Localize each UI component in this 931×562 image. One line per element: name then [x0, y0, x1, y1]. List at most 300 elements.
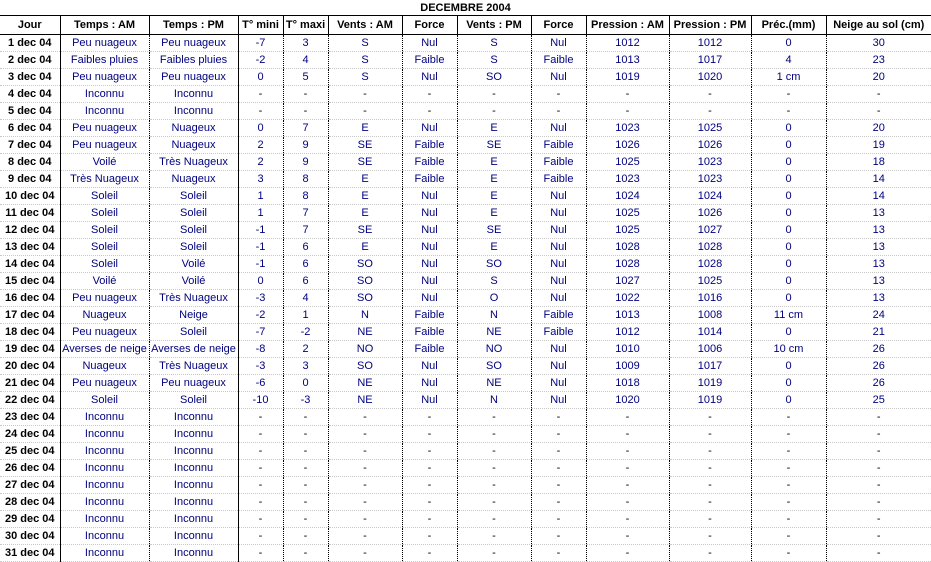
temp-min-cell: 2 — [238, 154, 283, 171]
pressure-pm-cell: 1006 — [669, 341, 751, 358]
wind-force-am-cell: Faible — [402, 52, 457, 69]
temp-max-cell: - — [283, 545, 328, 562]
wind-force-am-cell: - — [402, 545, 457, 562]
table-row — [0, 511, 931, 528]
temp-min-cell: - — [238, 409, 283, 426]
weather-am-cell: Peu nuageux — [60, 35, 149, 52]
wind-force-pm-cell: Nul — [531, 188, 586, 205]
precipitation-cell: - — [751, 511, 826, 528]
wind-am-cell: - — [328, 426, 402, 443]
temp-max-cell: 1 — [283, 307, 328, 324]
temp-min-cell: 1 — [238, 188, 283, 205]
weather-am-cell: Soleil — [60, 239, 149, 256]
temp-max-cell: - — [283, 511, 328, 528]
wind-am-cell: - — [328, 409, 402, 426]
pressure-pm-cell: 1008 — [669, 307, 751, 324]
precipitation-cell: 0 — [751, 273, 826, 290]
pressure-pm-cell: 1024 — [669, 188, 751, 205]
weather-pm-cell: Soleil — [149, 205, 238, 222]
pressure-pm-cell: - — [669, 511, 751, 528]
precipitation-cell: - — [751, 545, 826, 562]
wind-am-cell: - — [328, 443, 402, 460]
wind-force-pm-cell: - — [531, 426, 586, 443]
precipitation-cell: 0 — [751, 154, 826, 171]
weather-am-cell: Peu nuageux — [60, 375, 149, 392]
day-cell: 29 dec 04 — [0, 511, 60, 528]
wind-force-am-cell: Faible — [402, 171, 457, 188]
wind-force-pm-cell: - — [531, 528, 586, 545]
snow-depth-cell: - — [826, 545, 931, 562]
day-cell: 14 dec 04 — [0, 256, 60, 273]
snow-depth-cell: 30 — [826, 35, 931, 52]
wind-force-pm-cell: Nul — [531, 120, 586, 137]
wind-force-am-cell: Faible — [402, 324, 457, 341]
precipitation-cell: - — [751, 460, 826, 477]
pressure-am-cell: 1025 — [586, 222, 669, 239]
temp-max-cell: 7 — [283, 205, 328, 222]
wind-am-cell: - — [328, 511, 402, 528]
weather-pm-cell: Nuageux — [149, 137, 238, 154]
precipitation-cell: 0 — [751, 358, 826, 375]
snow-depth-cell: 13 — [826, 273, 931, 290]
day-cell: 10 dec 04 — [0, 188, 60, 205]
wind-force-am-cell: - — [402, 86, 457, 103]
temp-min-cell: - — [238, 477, 283, 494]
weather-pm-cell: Soleil — [149, 222, 238, 239]
weather-am-cell: Inconnu — [60, 86, 149, 103]
temp-max-cell: 3 — [283, 358, 328, 375]
temp-min-cell: - — [238, 511, 283, 528]
pressure-pm-cell: 1026 — [669, 137, 751, 154]
wind-pm-cell: - — [457, 511, 531, 528]
wind-force-pm-cell: Faible — [531, 307, 586, 324]
snow-depth-cell: - — [826, 494, 931, 511]
wind-am-cell: N — [328, 307, 402, 324]
wind-force-pm-cell: Nul — [531, 256, 586, 273]
pressure-pm-cell: 1028 — [669, 256, 751, 273]
snow-depth-cell: - — [826, 477, 931, 494]
temp-min-cell: -6 — [238, 375, 283, 392]
wind-force-am-cell: Nul — [402, 188, 457, 205]
wind-pm-cell: - — [457, 103, 531, 120]
weather-pm-cell: Nuageux — [149, 171, 238, 188]
wind-force-pm-cell: - — [531, 86, 586, 103]
temp-min-cell: -10 — [238, 392, 283, 409]
wind-am-cell: - — [328, 103, 402, 120]
snow-depth-cell: 13 — [826, 205, 931, 222]
pressure-pm-cell: - — [669, 494, 751, 511]
temp-min-cell: -8 — [238, 341, 283, 358]
pressure-am-cell: 1023 — [586, 120, 669, 137]
wind-am-cell: SE — [328, 154, 402, 171]
table-row — [0, 273, 931, 290]
temp-max-cell: 6 — [283, 239, 328, 256]
pressure-pm-cell: 1028 — [669, 239, 751, 256]
wind-am-cell: E — [328, 239, 402, 256]
wind-force-pm-cell: Nul — [531, 392, 586, 409]
temp-max-cell: -3 — [283, 392, 328, 409]
weather-am-cell: Inconnu — [60, 494, 149, 511]
weather-pm-cell: Inconnu — [149, 460, 238, 477]
table-row — [0, 86, 931, 103]
wind-am-cell: SO — [328, 256, 402, 273]
pressure-pm-cell: 1027 — [669, 222, 751, 239]
pressure-am-cell: 1012 — [586, 35, 669, 52]
table-row — [0, 545, 931, 562]
temp-min-cell: -3 — [238, 290, 283, 307]
wind-force-pm-cell: - — [531, 409, 586, 426]
temp-min-cell: - — [238, 103, 283, 120]
wind-force-am-cell: Nul — [402, 256, 457, 273]
day-cell: 1 dec 04 — [0, 35, 60, 52]
snow-depth-cell: 13 — [826, 290, 931, 307]
precipitation-cell: - — [751, 103, 826, 120]
precipitation-cell: - — [751, 86, 826, 103]
weather-pm-cell: Peu nuageux — [149, 35, 238, 52]
col-header-pression-am: Pression : AM — [586, 16, 669, 35]
wind-am-cell: NE — [328, 392, 402, 409]
snow-depth-cell: 14 — [826, 188, 931, 205]
col-header-t-maxi: T° maxi — [283, 16, 328, 35]
precipitation-cell: 0 — [751, 222, 826, 239]
weather-pm-cell: Voilé — [149, 273, 238, 290]
col-header-vents-am: Vents : AM — [328, 16, 402, 35]
pressure-pm-cell: 1020 — [669, 69, 751, 86]
temp-min-cell: -2 — [238, 52, 283, 69]
weather-pm-cell: Très Nuageux — [149, 154, 238, 171]
wind-am-cell: E — [328, 188, 402, 205]
precipitation-cell: 0 — [751, 256, 826, 273]
pressure-am-cell: - — [586, 409, 669, 426]
table-row — [0, 290, 931, 307]
pressure-pm-cell: 1019 — [669, 392, 751, 409]
wind-force-pm-cell: Faible — [531, 154, 586, 171]
weather-pm-cell: Averses de neige — [149, 341, 238, 358]
table-row — [0, 35, 931, 52]
weather-pm-cell: Soleil — [149, 392, 238, 409]
weather-am-cell: Très Nuageux — [60, 171, 149, 188]
weather-pm-cell: Inconnu — [149, 86, 238, 103]
snow-depth-cell: 24 — [826, 307, 931, 324]
pressure-pm-cell: 1017 — [669, 358, 751, 375]
precipitation-cell: 0 — [751, 290, 826, 307]
table-row — [0, 307, 931, 324]
precipitation-cell: 10 cm — [751, 341, 826, 358]
weather-pm-cell: Neige — [149, 307, 238, 324]
wind-pm-cell: - — [457, 477, 531, 494]
pressure-am-cell: 1024 — [586, 188, 669, 205]
day-cell: 19 dec 04 — [0, 341, 60, 358]
wind-force-am-cell: Faible — [402, 341, 457, 358]
wind-pm-cell: E — [457, 171, 531, 188]
wind-force-am-cell: Nul — [402, 290, 457, 307]
pressure-am-cell: - — [586, 494, 669, 511]
wind-am-cell: SO — [328, 290, 402, 307]
temp-max-cell: - — [283, 494, 328, 511]
table-row — [0, 375, 931, 392]
temp-max-cell: - — [283, 103, 328, 120]
wind-pm-cell: - — [457, 443, 531, 460]
wind-force-am-cell: - — [402, 443, 457, 460]
temp-max-cell: 2 — [283, 341, 328, 358]
wind-pm-cell: - — [457, 409, 531, 426]
table-row — [0, 443, 931, 460]
snow-depth-cell: 20 — [826, 120, 931, 137]
weather-am-cell: Voilé — [60, 154, 149, 171]
col-header-jour: Jour — [0, 16, 60, 35]
temp-min-cell: - — [238, 545, 283, 562]
weather-pm-cell: Inconnu — [149, 443, 238, 460]
table-row — [0, 460, 931, 477]
wind-force-am-cell: - — [402, 477, 457, 494]
wind-force-pm-cell: - — [531, 494, 586, 511]
wind-pm-cell: SE — [457, 222, 531, 239]
wind-force-pm-cell: - — [531, 460, 586, 477]
weather-am-cell: Inconnu — [60, 409, 149, 426]
col-header-force-am: Force — [402, 16, 457, 35]
temp-max-cell: 4 — [283, 52, 328, 69]
wind-force-pm-cell: Faible — [531, 52, 586, 69]
snow-depth-cell: - — [826, 443, 931, 460]
day-cell: 2 dec 04 — [0, 52, 60, 69]
temp-min-cell: 1 — [238, 205, 283, 222]
snow-depth-cell: 26 — [826, 358, 931, 375]
temp-min-cell: 3 — [238, 171, 283, 188]
pressure-am-cell: 1026 — [586, 137, 669, 154]
wind-force-pm-cell: Nul — [531, 273, 586, 290]
temp-min-cell: 2 — [238, 137, 283, 154]
snow-depth-cell: - — [826, 86, 931, 103]
snow-depth-cell: 13 — [826, 239, 931, 256]
weather-am-cell: Peu nuageux — [60, 290, 149, 307]
col-header-temps-am: Temps : AM — [60, 16, 149, 35]
wind-force-pm-cell: Nul — [531, 205, 586, 222]
wind-am-cell: - — [328, 86, 402, 103]
wind-force-am-cell: Faible — [402, 137, 457, 154]
temp-min-cell: - — [238, 494, 283, 511]
table-row — [0, 477, 931, 494]
wind-pm-cell: N — [457, 307, 531, 324]
wind-am-cell: SE — [328, 137, 402, 154]
table-body — [0, 35, 931, 562]
weather-pm-cell: Peu nuageux — [149, 375, 238, 392]
pressure-pm-cell: - — [669, 409, 751, 426]
header-row — [0, 16, 931, 35]
day-cell: 23 dec 04 — [0, 409, 60, 426]
wind-force-pm-cell: Faible — [531, 171, 586, 188]
snow-depth-cell: 19 — [826, 137, 931, 154]
pressure-am-cell: 1013 — [586, 307, 669, 324]
temp-min-cell: - — [238, 86, 283, 103]
wind-am-cell: S — [328, 69, 402, 86]
temp-min-cell: - — [238, 460, 283, 477]
weather-am-cell: Inconnu — [60, 545, 149, 562]
wind-force-pm-cell: Nul — [531, 341, 586, 358]
pressure-am-cell: 1018 — [586, 375, 669, 392]
table-row — [0, 324, 931, 341]
wind-force-pm-cell: - — [531, 477, 586, 494]
day-cell: 12 dec 04 — [0, 222, 60, 239]
temp-max-cell: - — [283, 409, 328, 426]
wind-pm-cell: - — [457, 494, 531, 511]
wind-force-am-cell: - — [402, 103, 457, 120]
wind-force-am-cell: Faible — [402, 307, 457, 324]
pressure-pm-cell: - — [669, 86, 751, 103]
precipitation-cell: 0 — [751, 205, 826, 222]
temp-max-cell: - — [283, 443, 328, 460]
table-row — [0, 426, 931, 443]
pressure-am-cell: 1019 — [586, 69, 669, 86]
pressure-pm-cell: - — [669, 443, 751, 460]
precipitation-cell: 0 — [751, 239, 826, 256]
temp-min-cell: 0 — [238, 273, 283, 290]
weather-pm-cell: Inconnu — [149, 511, 238, 528]
temp-max-cell: 4 — [283, 290, 328, 307]
temp-max-cell: 7 — [283, 222, 328, 239]
wind-force-am-cell: Nul — [402, 69, 457, 86]
weather-table — [0, 16, 931, 562]
wind-am-cell: E — [328, 205, 402, 222]
pressure-am-cell: 1025 — [586, 154, 669, 171]
temp-min-cell: - — [238, 426, 283, 443]
pressure-pm-cell: 1019 — [669, 375, 751, 392]
day-cell: 7 dec 04 — [0, 137, 60, 154]
wind-force-am-cell: Nul — [402, 205, 457, 222]
snow-depth-cell: 18 — [826, 154, 931, 171]
day-cell: 30 dec 04 — [0, 528, 60, 545]
temp-max-cell: 8 — [283, 171, 328, 188]
pressure-pm-cell: - — [669, 460, 751, 477]
temp-max-cell: 9 — [283, 137, 328, 154]
col-header-vents-pm: Vents : PM — [457, 16, 531, 35]
wind-force-pm-cell: Nul — [531, 239, 586, 256]
wind-am-cell: - — [328, 460, 402, 477]
snow-depth-cell: 20 — [826, 69, 931, 86]
wind-force-am-cell: Nul — [402, 358, 457, 375]
precipitation-cell: 0 — [751, 392, 826, 409]
wind-force-am-cell: - — [402, 409, 457, 426]
table-row — [0, 239, 931, 256]
wind-am-cell: SO — [328, 358, 402, 375]
weather-pm-cell: Faibles pluies — [149, 52, 238, 69]
pressure-am-cell: - — [586, 460, 669, 477]
weather-am-cell: Voilé — [60, 273, 149, 290]
weather-am-cell: Inconnu — [60, 477, 149, 494]
table-row — [0, 222, 931, 239]
weather-am-cell: Inconnu — [60, 103, 149, 120]
wind-pm-cell: - — [457, 460, 531, 477]
weather-pm-cell: Très Nuageux — [149, 290, 238, 307]
weather-pm-cell: Voilé — [149, 256, 238, 273]
table-row — [0, 256, 931, 273]
temp-min-cell: -3 — [238, 358, 283, 375]
weather-am-cell: Soleil — [60, 256, 149, 273]
precipitation-cell: 0 — [751, 375, 826, 392]
pressure-pm-cell: 1025 — [669, 120, 751, 137]
wind-force-am-cell: Nul — [402, 392, 457, 409]
weather-am-cell: Soleil — [60, 188, 149, 205]
pressure-am-cell: - — [586, 545, 669, 562]
weather-pm-cell: Inconnu — [149, 494, 238, 511]
temp-max-cell: 7 — [283, 120, 328, 137]
snow-depth-cell: 25 — [826, 392, 931, 409]
wind-force-am-cell: - — [402, 426, 457, 443]
wind-pm-cell: E — [457, 120, 531, 137]
precipitation-cell: - — [751, 409, 826, 426]
day-cell: 27 dec 04 — [0, 477, 60, 494]
wind-force-pm-cell: Faible — [531, 137, 586, 154]
weather-am-cell: Peu nuageux — [60, 120, 149, 137]
day-cell: 4 dec 04 — [0, 86, 60, 103]
day-cell: 5 dec 04 — [0, 103, 60, 120]
precipitation-cell: 0 — [751, 324, 826, 341]
wind-pm-cell: NO — [457, 341, 531, 358]
pressure-pm-cell: - — [669, 426, 751, 443]
precipitation-cell: - — [751, 477, 826, 494]
wind-am-cell: NE — [328, 324, 402, 341]
table-row — [0, 188, 931, 205]
weather-am-cell: Peu nuageux — [60, 69, 149, 86]
wind-force-am-cell: Nul — [402, 35, 457, 52]
weather-pm-cell: Inconnu — [149, 409, 238, 426]
pressure-am-cell: - — [586, 528, 669, 545]
col-header-force-pm: Force — [531, 16, 586, 35]
table-row — [0, 409, 931, 426]
temp-max-cell: 3 — [283, 35, 328, 52]
wind-force-am-cell: - — [402, 460, 457, 477]
wind-pm-cell: - — [457, 545, 531, 562]
pressure-am-cell: - — [586, 86, 669, 103]
table-row — [0, 494, 931, 511]
precipitation-cell: 4 — [751, 52, 826, 69]
snow-depth-cell: - — [826, 103, 931, 120]
weather-am-cell: Peu nuageux — [60, 137, 149, 154]
table-row — [0, 52, 931, 69]
temp-max-cell: -2 — [283, 324, 328, 341]
temp-max-cell: - — [283, 477, 328, 494]
day-cell: 13 dec 04 — [0, 239, 60, 256]
wind-am-cell: S — [328, 52, 402, 69]
wind-pm-cell: - — [457, 426, 531, 443]
wind-force-pm-cell: - — [531, 443, 586, 460]
wind-force-am-cell: Faible — [402, 154, 457, 171]
weather-pm-cell: Soleil — [149, 239, 238, 256]
day-cell: 3 dec 04 — [0, 69, 60, 86]
wind-pm-cell: S — [457, 52, 531, 69]
weather-am-cell: Inconnu — [60, 528, 149, 545]
weather-am-cell: Faibles pluies — [60, 52, 149, 69]
col-header-precipitation: Préc.(mm) — [751, 16, 826, 35]
wind-pm-cell: SO — [457, 69, 531, 86]
weather-pm-cell: Soleil — [149, 324, 238, 341]
pressure-am-cell: 1025 — [586, 205, 669, 222]
table-row — [0, 103, 931, 120]
wind-force-am-cell: Nul — [402, 120, 457, 137]
pressure-pm-cell: 1025 — [669, 273, 751, 290]
wind-force-pm-cell: Nul — [531, 69, 586, 86]
day-cell: 6 dec 04 — [0, 120, 60, 137]
temp-max-cell: - — [283, 86, 328, 103]
table-row — [0, 120, 931, 137]
wind-force-am-cell: Nul — [402, 239, 457, 256]
pressure-pm-cell: 1026 — [669, 205, 751, 222]
table-row — [0, 69, 931, 86]
precipitation-cell: 0 — [751, 120, 826, 137]
wind-pm-cell: NE — [457, 324, 531, 341]
weather-am-cell: Inconnu — [60, 511, 149, 528]
wind-am-cell: NO — [328, 341, 402, 358]
weather-am-cell: Soleil — [60, 392, 149, 409]
